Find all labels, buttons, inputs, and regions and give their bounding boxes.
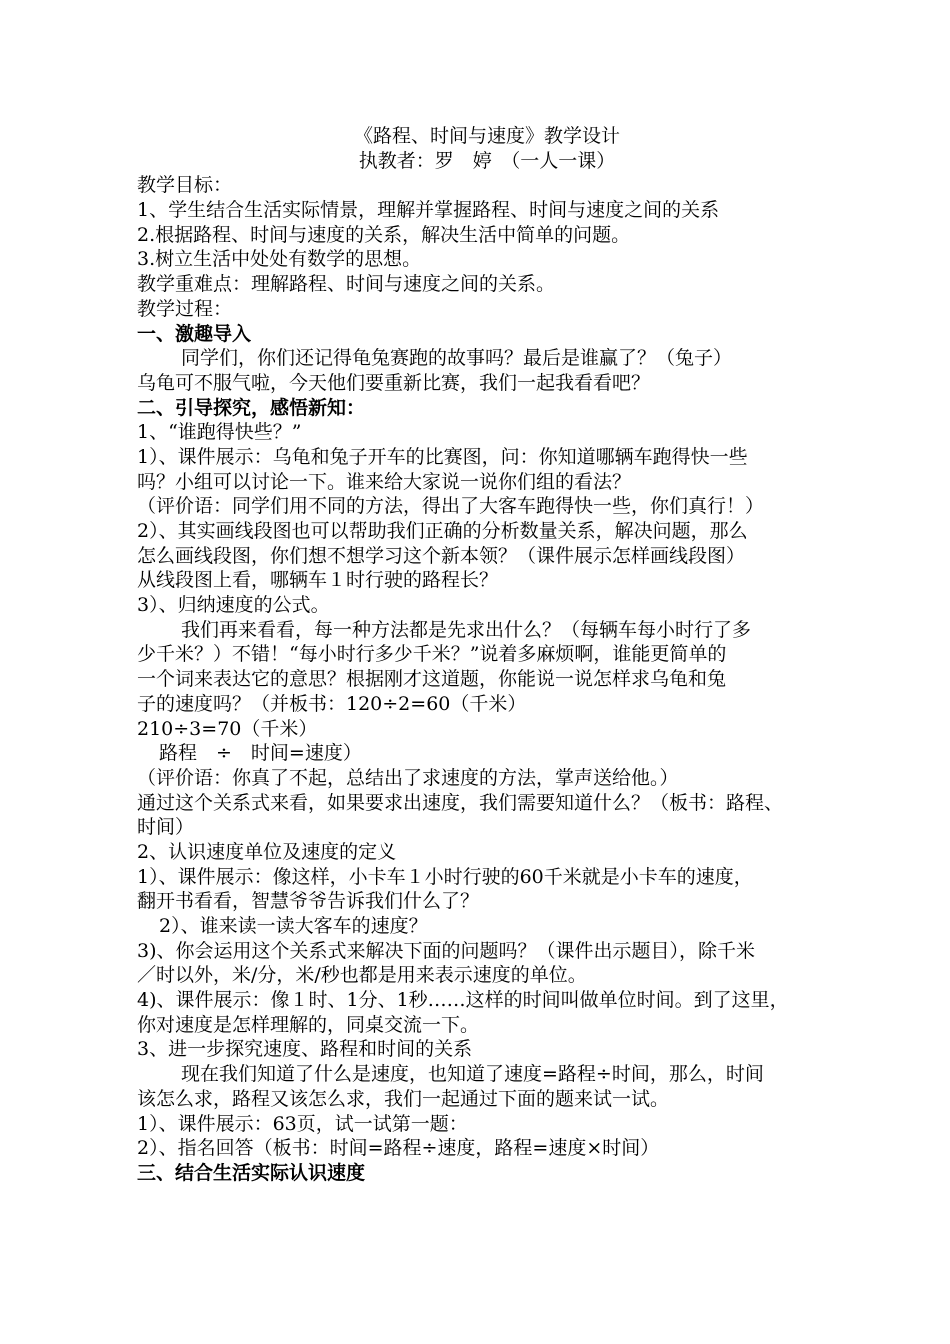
section-heading: 一、激趣导入 [137,322,252,345]
text-line: ／时以外，米/分，米/秒也都是用来表示速度的单位。 [137,964,587,987]
text-line: 吗？小组可以讨论一下。谁来给大家说一说你们组的看法？ [137,470,632,493]
text-line: 怎么画线段图，你们想不想学习这个新本领？（课件展示怎样画线段图） [137,544,746,567]
text-line: 3)、你会运用这个关系式来解决下面的问题吗？（课件出示题目），除千米 [137,939,756,962]
text-line: 教学目标： [137,174,233,197]
text-line: 2、认识速度单位及速度的定义 [137,840,397,863]
text-line: 子的速度吗？（并板书：120÷2=60（千米） [137,692,527,715]
text-line: 同学们，你们还记得龟兔赛跑的故事吗？最后是谁赢了？（兔子） [181,347,733,370]
text-line: 现在我们知道了什么是速度，也知道了速度=路程÷时间，那么，时间 [181,1063,764,1086]
text-line: 我们再来看看，每一种方法都是先求出什么？（每辆车每小时行了多 [181,618,752,641]
text-line: 乌龟可不服气啦，今天他们要重新比赛，我们一起我看看吧？ [137,371,651,394]
lesson-plan-text [137,173,837,1185]
text-line: 2）、其实画线段图也可以帮助我们正确的分析数量关系，解决问题，那么 [137,520,748,542]
text-line: 3、进一步探究速度、路程和时间的关系 [137,1038,473,1061]
text-line: 教学过程： [137,297,233,320]
text-line: 3.树立生活中处处有数学的思想。 [137,248,422,271]
document-title: 《路程、时间与速度》教学设计 [353,125,620,147]
text-line: 1）、课件展示：乌龟和兔子开车的比赛图，问：你知道哪辆车跑得快一些 [137,445,748,468]
text-line: 210÷3=70（千米） [137,717,318,740]
text-line: 3）、归纳速度的公式。 [137,594,330,617]
text-line: 从线段图上看，哪辆车１时行驶的路程长？ [137,569,499,592]
text-line: 翻开书看看，智慧爷爷告诉我们什么了？ [137,890,480,913]
section-heading: 二、引导探究，感悟新知： [137,396,366,419]
section-heading: 三、结合生活实际认识速度 [137,1161,366,1184]
text-line: 1）、课件展示：63页，试一试第一题： [137,1112,468,1135]
text-line: 1、学生结合生活实际情景，理解并掌握路程、时间与速度之间的关系 [137,199,720,222]
text-line: 2）、指名回答（板书：时间=路程÷速度，路程=速度×时间） [137,1137,660,1160]
text-line: （评价语：同学们用不同的方法，得出了大客车跑得快一些，你们真行！） [137,495,765,518]
text-line: 时间） [137,816,195,839]
text-line: 你对速度是怎样理解的，同桌交流一下。 [137,1013,480,1036]
text-line: 1）、课件展示：像这样，小卡车１小时行驶的60千米就是小卡车的速度， [137,865,753,888]
text-line: 少千米？）不错！“每小时行多少千米？”说着多麻烦啊，谁能更简单的 [137,643,727,666]
text-line: 教学重难点：理解路程、时间与速度之间的关系。 [137,273,556,296]
text-line: （评价语：你真了不起，总结出了求速度的方法，掌声送给他。） [137,766,679,789]
teacher-line: 执教者：罗 婷 （一人一课） [358,149,616,172]
text-line: 路程 ÷ 时间=速度） [159,742,362,765]
text-line: 通过这个关系式来看，如果要求出速度，我们需要知道什么？（板书：路程、 [137,791,784,814]
text-line: 1、“谁跑得快些？” [137,421,302,444]
text-line: 2.根据路程、时间与速度的关系，解决生活中简单的问题。 [137,223,631,246]
document-body [137,124,837,1186]
text-line: 4)、课件展示：像１时、1分、1秒……这样的时间叫做单位时间。到了这里， [137,989,789,1012]
text-line: 2）、谁来读一读大客车的速度？ [159,915,428,937]
text-line: 一个词来表达它的意思？根据刚才这道题，你能说一说怎样求乌龟和兔 [137,668,727,691]
text-line: 该怎么求，路程又该怎么求，我们一起通过下面的题来试一试。 [137,1087,670,1110]
